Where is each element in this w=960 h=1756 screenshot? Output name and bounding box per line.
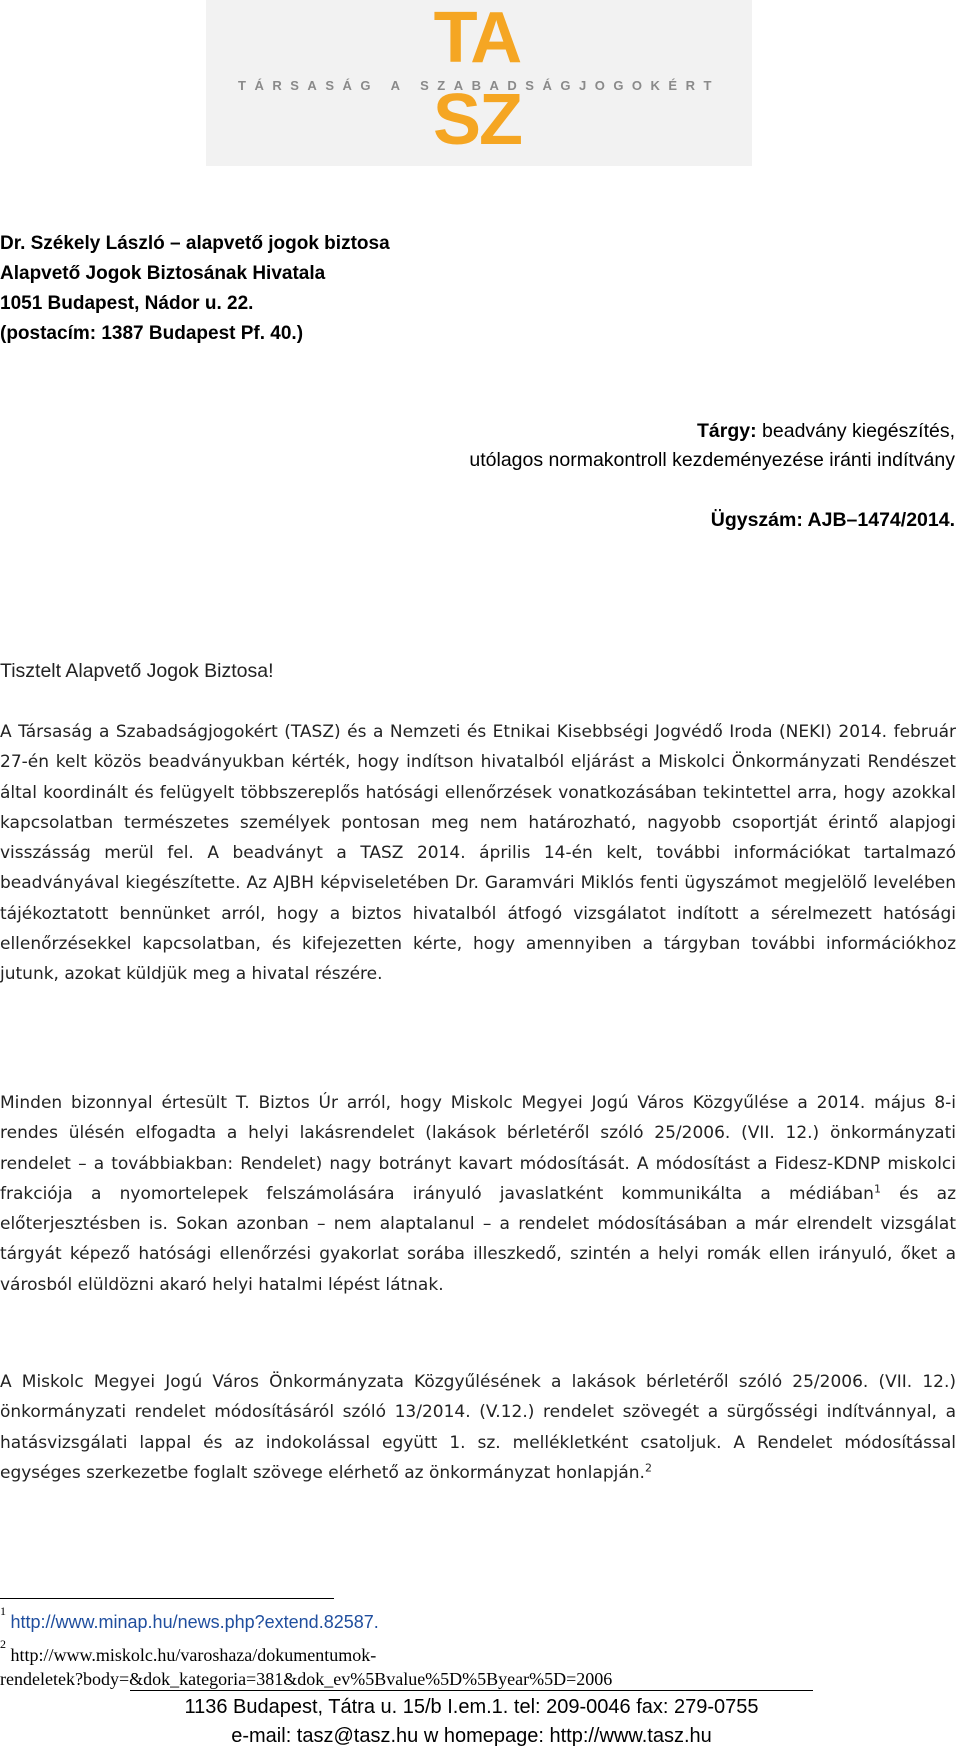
- footnote-1: [0, 1604, 379, 1633]
- subject-label: Tárgy:: [697, 420, 757, 442]
- paragraph-text: Minden bizonnyal értesült T. Biztos Úr arról, hogy Miskolc Megyei Jogú Város Közgyűlése a 2014. május 8-i rendes ülésén elfogadta a helyi lakásrendelet (lakások bérletéről szóló 25/2006. (VII. 12.) önkormányzati rendelet – a továbbiakban: Rendelet) nagy botrányt kavart módosítását. A módosítást a Fidesz-KDNP miskolci frakciója a nyomortelepek felszámolására irányuló javaslatként kommunikálta a médiában: [0, 1093, 956, 1204]
- tasz-logo: [206, 0, 752, 166]
- footer-contact: 1136 Budapest, Tátra u. 15/b I.em.1. tel: 209-0046 fax: 279-0755: [184, 1696, 759, 1718]
- address-line: (postacím: 1387 Budapest Pf. 40.): [0, 323, 304, 344]
- subject-text: beadvány kiegészítés,: [756, 420, 955, 442]
- subject-block: [469, 417, 955, 475]
- footnote-link-2[interactable]: http://www.miskolc.hu/varoshaza/dokumentumok-: [10, 1645, 377, 1665]
- logo-word-bottom: SZ: [432, 80, 521, 160]
- address-line: 1051 Budapest, Nádor u. 22.: [0, 293, 254, 314]
- logo-word-top: TA: [433, 0, 521, 78]
- address-line: Dr. Székely László – alapvető jogok biztosa: [0, 233, 390, 254]
- paragraph-text: és az előterjesztésben is. Sokan azonban – nem alaptalanul – a rendelet módosításában a már elrendelt vizsgálat tárgyát képező hatósági ellenőrzési gyakorlat sorába illeszkedő, szintén a helyi romák ellen irányuló, őket a városból elüldözni akaró helyi hatalmi lépést látnak.: [0, 1183, 956, 1295]
- footnote-link-1[interactable]: http://www.minap.hu/news.php?extend.82587.: [10, 1612, 379, 1632]
- body-paragraph-1: A Társaság a Szabadságjogokért (TASZ) és a Nemzeti és Etnikai Kisebbségi Jogvédő Iroda (NEKI) 2014. február 27-én kelt közös beadványukban kérték, hogy indítson hivatalból eljárást a Miskolci Önkormányzati Rendészet által koordinált és felügyelt többszereplős hatósági ellenőrzések vonatkozásában tekintettel arra, hogy azokkal kapcsolatban természetes személyek pontosan meg nem határozható, nagyobb csoportját érintő alapjogi visszásság merül fel. A beadványt a TASZ 2014. április 14-én kelt, további információkat tartalmazó beadványával kiegészítette. Az AJBH képviseletében Dr. Garamvári Miklós fenti ügyszámot megjelölő levelében tájékoztatott bennünket arról, hogy a biztos hivatalból átfogó vizsgálatot indított a sérelmezett hatósági ellenőrzésekkel kapcsolatban, és kifejezetten kérte, hogy amennyiben a tárgyban további információkhoz jutunk, azokat küldjük meg a hivatal részére.: [0, 722, 956, 985]
- body-paragraph-3: [0, 1367, 956, 1488]
- footnote-ref-2[interactable]: 2: [644, 1461, 652, 1475]
- footnote-ref-1[interactable]: 1: [873, 1182, 881, 1196]
- footnote-separator: [0, 1598, 334, 1599]
- footnote-number: 2: [0, 1637, 6, 1651]
- salutation: Tisztelt Alapvető Jogok Biztosa!: [0, 660, 274, 682]
- recipient-address: [0, 229, 600, 349]
- case-number: Ügyszám: AJB–1474/2014.: [710, 509, 955, 531]
- address-line: Alapvető Jogok Biztosának Hivatala: [0, 263, 326, 284]
- footer-separator: [130, 1690, 813, 1691]
- footer-web: e-mail: tasz@tasz.hu w homepage: http://www.tasz.hu: [231, 1725, 712, 1747]
- subject-text-line2: utólagos normakontroll kezdeményezése iránti indítvány: [469, 449, 955, 471]
- footnote-2-continued[interactable]: rendeletek?body=&dok_kategoria=381&dok_ev%5Bvalue%5D%5Byear%5D=2006: [0, 1669, 613, 1689]
- logo-subtitle: TÁRSASÁG A SZABADSÁGJOGOKÉRT: [238, 78, 720, 93]
- body-paragraph-2: [0, 1088, 956, 1300]
- footnote-2: [0, 1637, 377, 1666]
- paragraph-text: A Miskolc Megyei Jogú Város Önkormányzata Közgyűlésének a lakások bérletéről szóló 25/2006. (VII. 12.) önkormányzati rendelet módosításáról szóló 13/2014. (V.12.) rendelet szövegét a sürgősségi indítvánnyal, a hatásvizsgálati lappal és az indokolással együtt 1. sz. mellékletként csatoljuk. A Rendelet módosítással egységes szerkezetbe foglalt szövege elérhető az önkormányzat honlapján.: [0, 1372, 956, 1483]
- footnote-number: 1: [0, 1604, 6, 1618]
